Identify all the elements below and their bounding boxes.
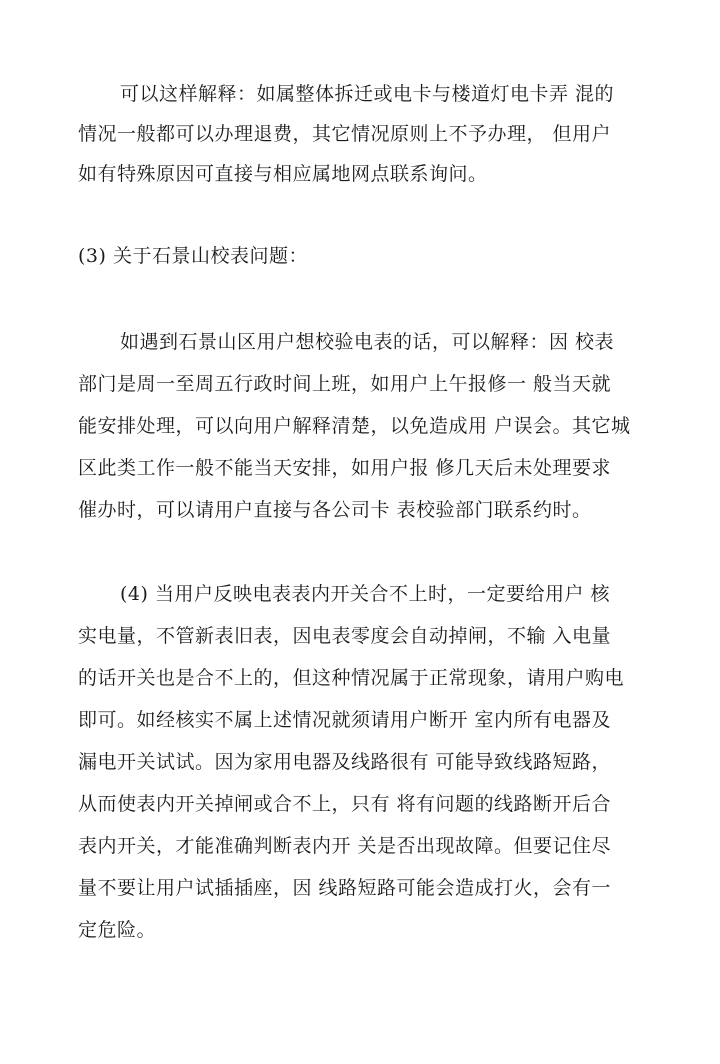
paragraph-line: 催办时，可以请用户直接与各公司卡 表校验部门联系约时。 [78,499,592,521]
paragraph-line: 情况一般都可以办理退费，其它情况原则上不予办理， 但用户 [78,123,612,145]
paragraph-line: 漏电开关试试。因为家用电器及线路很有 可能导致线路短路， [78,751,612,773]
paragraph-line: 部门是周一至周五行政时间上班，如用户上午报修一 般当天就 [78,373,612,395]
paragraph-line: (4) 当用户反映电表表内开关合不上时，一定要给用户 核 [120,583,610,605]
paragraph-line: 量不要让用户试插插座，因 线路短路可能会造成打火，会有一 [78,877,612,899]
paragraph-line: 如有特殊原因可直接与相应属地网点联系询问。 [78,163,488,185]
paragraph-line: 区此类工作一般不能当天安排，如用户报 修几天后未处理要求 [78,457,612,479]
paragraph-line: 实电量，不管新表旧表，因电表零度会自动掉闸，不输 入电量 [78,625,612,647]
paragraph-line: 从而使表内开关掉闸或合不上，只有 将有问题的线路断开后合 [78,793,612,815]
paragraph-line: 可以这样解释：如属整体拆迁或电卡与楼道灯电卡弄 混的 [120,83,615,105]
paragraph-line: 的话开关也是合不上的，但这种情况属于正常现象，请用户购电 [78,667,625,689]
paragraph-line: 定危险。 [78,919,157,941]
section-heading: (3) 关于石景山校表问题： [78,245,308,267]
paragraph-line: 能安排处理，可以向用户解释清楚，以免造成用 户误会。其它城 [78,415,631,437]
paragraph-line: 如遇到石景山区用户想校验电表的话，可以解释：因 校表 [120,331,615,353]
paragraph-line: 即可。如经核实不属上述情况就须请用户断开 室内所有电器及 [78,709,612,731]
paragraph-line: 表内开关，才能准确判断表内开 关是否出现故障。但要记住尽 [78,835,612,857]
